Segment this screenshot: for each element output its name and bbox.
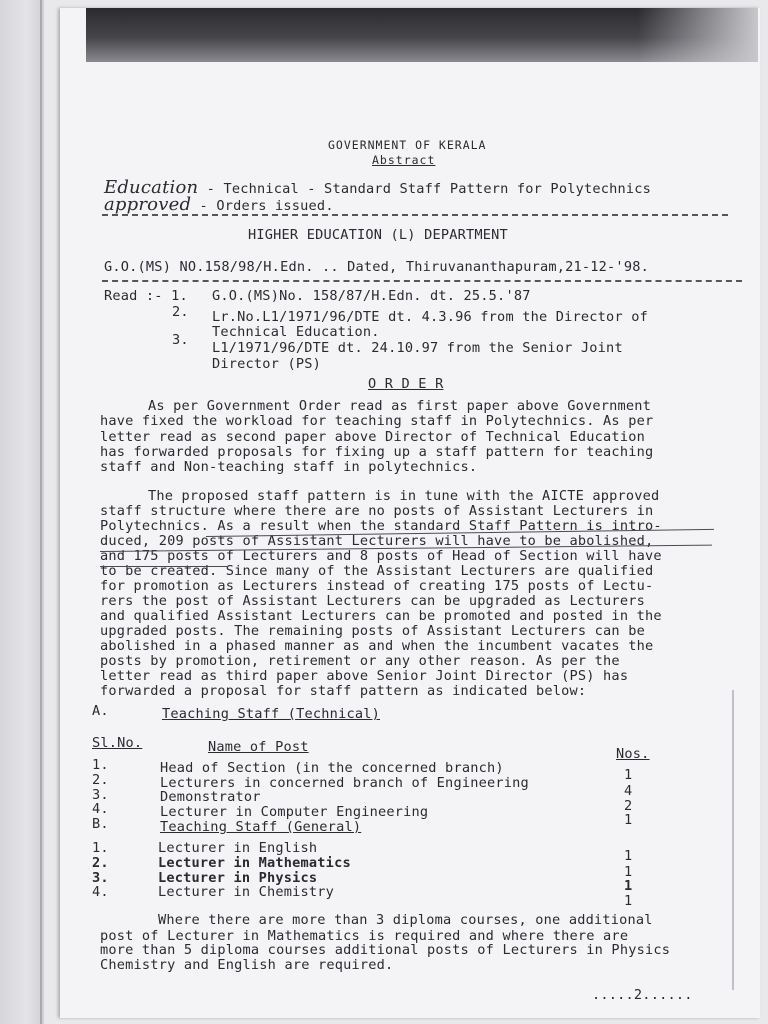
subject-text-2: - Orders issued. (191, 198, 334, 214)
row-a4-nos: 1 (624, 812, 633, 828)
scan-top-shadow (86, 8, 758, 62)
row-a2-nos: 4 (624, 783, 633, 799)
row-a1-sl: 1. (92, 757, 109, 773)
row-a3-sl: 3. (92, 787, 109, 803)
go-number: G.O.(MS) NO.158/98/H.Edn. .. Dated, Thiruvananthapuram,21-12-'98. (104, 259, 649, 275)
para2-line-6: to be created. Since many of the Assistant Lecturers are qualified (100, 563, 654, 579)
closing-line-2: post of Lecturer in Mathematics is required and where there are (100, 928, 629, 944)
read-num-2: 2. (172, 304, 189, 320)
row-a1-name: Head of Section (in the concerned branch) (160, 760, 504, 776)
closing-line-1: Where there are more than 3 diploma courses, one additional (158, 912, 653, 928)
section-a-letter: A. (92, 703, 109, 719)
row-b1-name: Lecturer in English (158, 840, 318, 856)
row-b3-sl: 3. (92, 870, 109, 886)
read-label: Read :- 1. (104, 288, 188, 304)
row-a2-sl: 2. (92, 772, 109, 788)
row-a2-name: Lecturers in concerned branch of Engineering (160, 775, 529, 791)
row-b2-nos: 1 (624, 864, 633, 880)
row-b3-nos: 1 (624, 878, 633, 894)
subject-hand-1: Education (104, 177, 199, 198)
row-b4-name: Lecturer in Chemistry (158, 884, 335, 900)
para2-line-8: rers the post of Assistant Lecturers can be upgraded as Lecturers (100, 593, 645, 609)
scan-fold-mark (732, 690, 734, 990)
row-a1-nos: 1 (624, 767, 633, 783)
row-b3-name: Lecturer in Physics (158, 870, 318, 886)
para1-line-5: staff and Non-teaching staff in polytechnics. (100, 459, 478, 475)
para2-line-4: duced, 209 posts of Assistant Lecturers will have to be abolished, (100, 533, 654, 549)
read-item-1: G.O.(MS)No. 158/87/H.Edn. dt. 25.5.'87 (212, 288, 531, 304)
section-b-title: Teaching Staff (General) (160, 819, 362, 835)
row-b1-nos: 1 (624, 848, 633, 864)
scan-left-edge (0, 0, 44, 1024)
para1-line-2: have fixed the workload for teaching staff in Polytechnics. As per (100, 413, 654, 429)
row-b2-name: Lecturer in Mathematics (158, 855, 351, 871)
separator-1 (102, 214, 728, 216)
para1-line-4: has forwarded proposals for fixing up a staff pattern for teaching (100, 444, 654, 460)
separator-2 (102, 280, 742, 282)
read-item-3: L1/1971/96/DTE dt. 24.10.97 from the Senior Joint (212, 340, 623, 356)
read-item-3-cont: Director (PS) (212, 356, 321, 372)
closing-line-4: Chemistry and English are required. (100, 957, 394, 973)
page-continuation-marker: .....2...... (592, 987, 693, 1003)
para2-line-10: upgraded posts. The remaining posts of Assistant Lecturers can be (100, 623, 645, 639)
para2-line-7: for promotion as Lecturers instead of creating 175 posts of Lectu- (100, 578, 654, 594)
para2-line-1: The proposed staff pattern is in tune with the AICTE approved (148, 488, 660, 504)
para2-line-2: staff structure where there are no posts of Assistant Lecturers in (100, 503, 654, 519)
para2-line-9: and qualified Assistant Lecturers can be promoted and posted in the (100, 608, 662, 624)
subject-line-2 (104, 194, 334, 215)
para2-line-12: posts by promotion, retirement or any other reason. As per the (100, 653, 620, 669)
abstract-heading: Abstract (372, 153, 436, 167)
row-b1-sl: 1. (92, 840, 109, 856)
read-item-2-cont: Technical Education. (212, 324, 380, 340)
col-nos-header: Nos. (616, 746, 650, 762)
pen-underline-3 (100, 566, 228, 567)
row-b4-sl: 4. (92, 884, 109, 900)
row-b2-sl: 2. (92, 855, 109, 871)
row-a3-nos: 2 (624, 798, 633, 814)
row-b4-nos: 1 (624, 893, 633, 909)
read-num-3: 3. (172, 332, 189, 348)
para1-line-3: letter read as second paper above Director of Technical Education (100, 429, 645, 445)
section-a-title: Teaching Staff (Technical) (162, 706, 380, 722)
row-a4-sl: 4. (92, 801, 109, 817)
closing-line-3: more than 5 diploma courses additional posts of Lecturers in Physics (100, 942, 671, 958)
read-item-2: Lr.No.L1/1971/96/DTE dt. 4.3.96 from the Director of (212, 309, 648, 325)
para2-line-13: letter read as third paper above Senior Joint Director (PS) has (100, 668, 629, 684)
subject-hand-2: approved (104, 194, 192, 215)
subject-text-1: - Technical - Standard Staff Pattern for Polytechnics (198, 181, 652, 197)
row-a4-name: Lecturer in Computer Engineering (160, 804, 429, 820)
para2-line-11: abolished in a phased manner as and when the incumbent vacates the (100, 638, 654, 654)
col-name-header: Name of Post (208, 739, 309, 755)
para2-line-5: and 175 posts of Lecturers and 8 posts of Head of Section will have (100, 548, 662, 564)
para2-line-14: forwarded a proposal for staff pattern as indicated below: (100, 683, 587, 699)
department-heading: HIGHER EDUCATION (L) DEPARTMENT (248, 227, 508, 243)
para1-line-1: As per Government Order read as first paper above Government (148, 398, 652, 414)
para2-line-3: Polytechnics. As a result when the standard Staff Pattern is intro- (100, 518, 662, 534)
row-a3-name: Demonstrator (160, 789, 261, 805)
order-heading: O R D E R (368, 376, 444, 392)
government-heading: GOVERNMENT OF KERALA (328, 138, 487, 152)
col-sl-header: Sl.No. (92, 735, 143, 751)
section-b-letter: B. (92, 816, 109, 832)
